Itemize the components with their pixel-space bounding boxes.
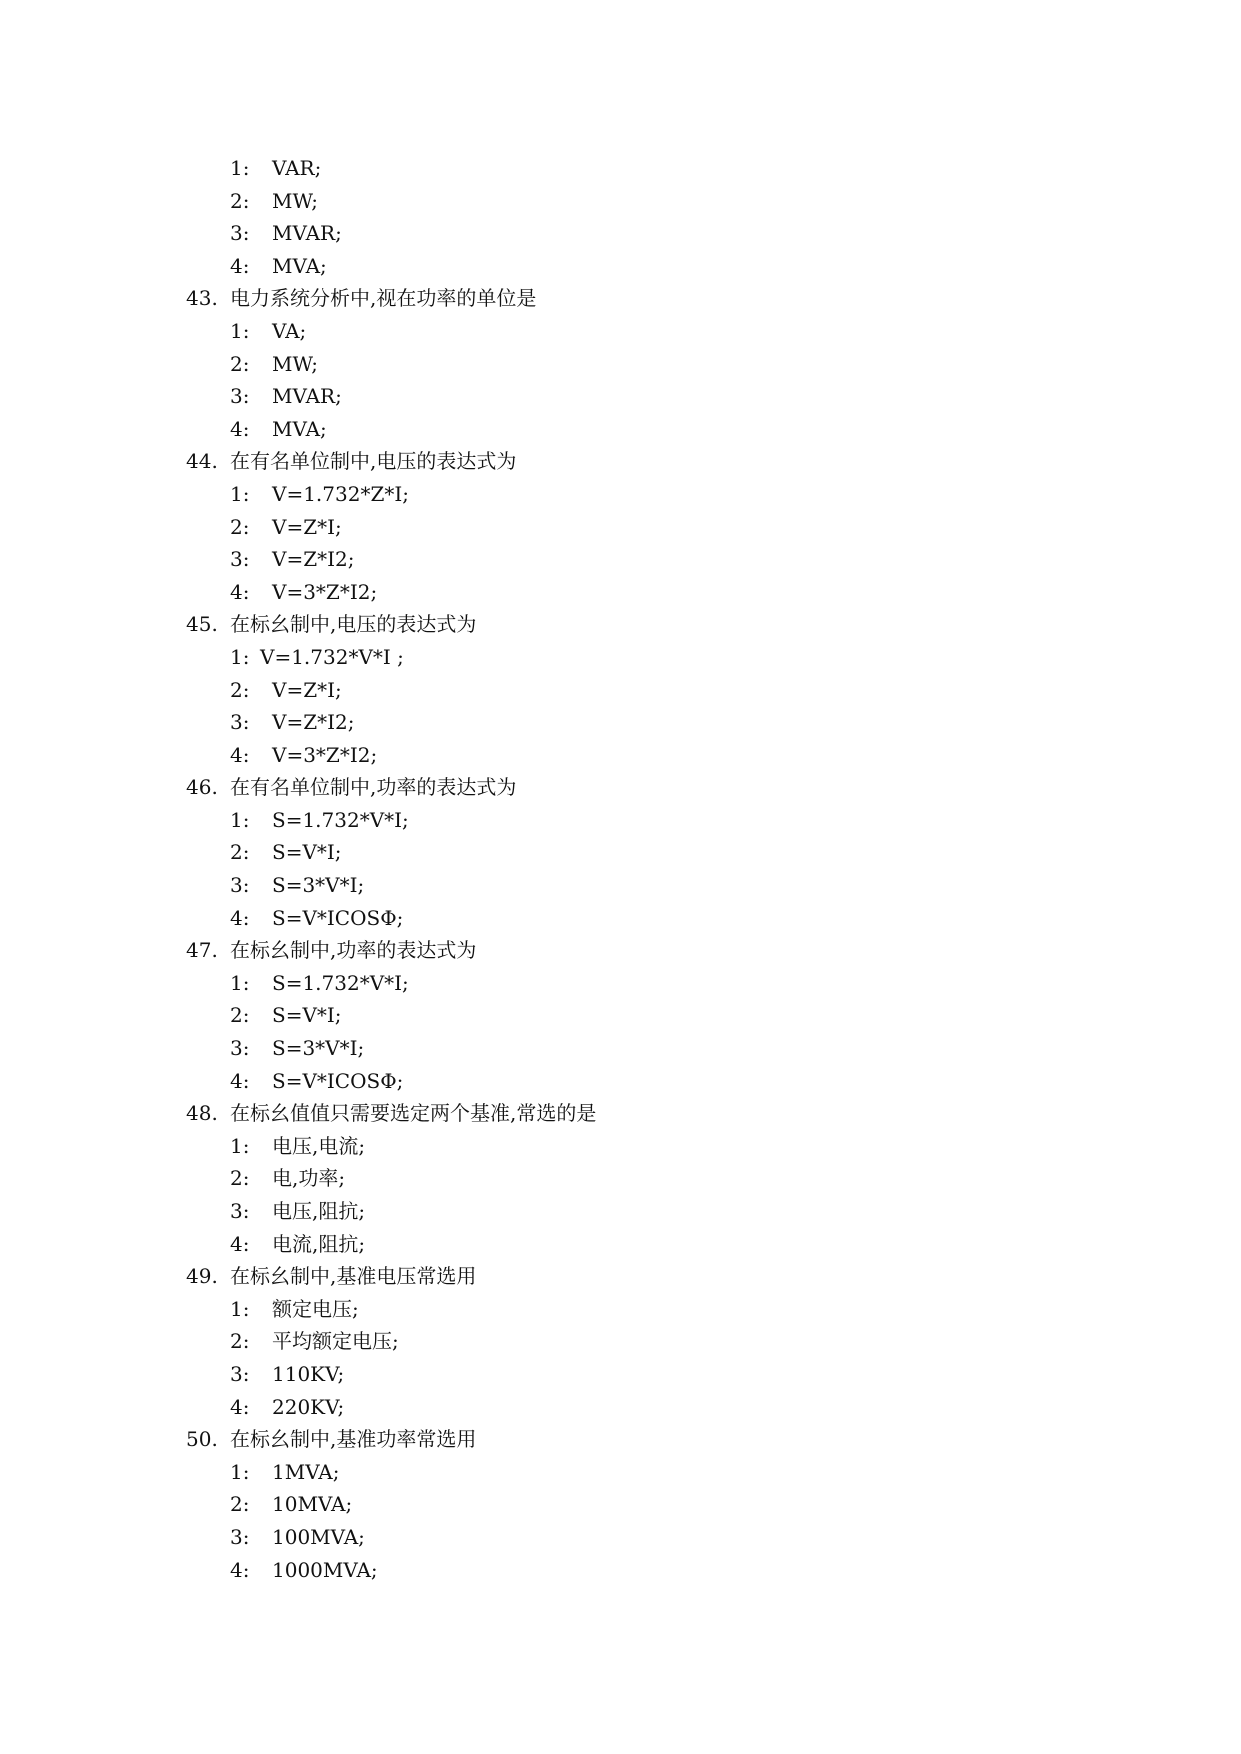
option-number: 4:: [230, 1068, 250, 1093]
option-item: [186, 902, 1086, 935]
option-item: [186, 674, 1086, 707]
option-number: 3:: [230, 1199, 250, 1223]
option-text: 220KV;: [272, 1394, 345, 1419]
option-number: 4:: [230, 416, 250, 441]
option-number: 1:: [230, 644, 250, 669]
option-number: 2:: [230, 1492, 250, 1517]
option-text: S=V*ICOSΦ;: [272, 905, 404, 930]
option-text: 110KV;: [272, 1361, 345, 1386]
question-heading: [186, 608, 1086, 641]
option-item: [186, 315, 1086, 348]
option-text: MVAR;: [272, 384, 342, 409]
option-item: [186, 1065, 1086, 1098]
option-number: 2:: [230, 1003, 250, 1028]
question-text: 电力系统分析中,视在功率的单位是: [230, 286, 537, 311]
option-item: [186, 1032, 1086, 1065]
option-item: [186, 348, 1086, 381]
question-number: 44.: [186, 449, 218, 474]
option-number: 2:: [230, 840, 250, 865]
option-item: [186, 999, 1086, 1032]
option-number: 4:: [230, 1394, 250, 1419]
option-text: V=Z*I2;: [272, 547, 355, 572]
option-text: VA;: [272, 318, 307, 343]
option-number: 4:: [230, 1557, 250, 1582]
option-number: 2:: [230, 1329, 250, 1354]
option-number: 3:: [230, 1361, 250, 1386]
option-item: [186, 217, 1086, 250]
question-heading: [186, 771, 1086, 804]
option-number: 4:: [230, 579, 250, 604]
option-text: 电压,电流;: [272, 1133, 366, 1158]
option-text: 10MVA;: [272, 1492, 353, 1517]
option-text: S=3*V*I;: [272, 1036, 365, 1061]
option-item: [186, 1488, 1086, 1521]
question-text: 在标幺制中,基准电压常选用: [230, 1264, 477, 1289]
option-number: 1:: [230, 1133, 250, 1158]
option-number: 1:: [230, 807, 250, 832]
option-number: 1:: [230, 156, 250, 180]
option-number: 3:: [230, 547, 250, 572]
option-item: [186, 1195, 1086, 1228]
option-item: [186, 1391, 1086, 1424]
option-item: [186, 706, 1086, 739]
option-number: 3:: [230, 1524, 250, 1549]
option-text: MVA;: [272, 253, 327, 278]
question-number: 45.: [186, 612, 218, 637]
option-number: 2:: [230, 351, 250, 376]
option-item: [186, 804, 1086, 837]
option-item: [186, 836, 1086, 869]
option-item: [186, 1358, 1086, 1391]
option-number: 3:: [230, 384, 250, 409]
question-text: 在有名单位制中,功率的表达式为: [230, 775, 517, 800]
option-item: [186, 185, 1086, 218]
option-text: V=Z*I2;: [272, 710, 355, 735]
option-number: 1:: [230, 970, 250, 995]
option-text: MW;: [272, 351, 319, 376]
option-number: 4:: [230, 742, 250, 767]
option-text: V=Z*I;: [272, 677, 342, 702]
option-number: 1:: [230, 1459, 250, 1484]
question-number: 48.: [186, 1101, 218, 1126]
question-number: 49.: [186, 1264, 218, 1289]
question-heading: [186, 445, 1086, 478]
option-item: [186, 1456, 1086, 1489]
option-text: VAR;: [272, 156, 322, 180]
option-text: S=3*V*I;: [272, 873, 365, 898]
option-text: V=3*Z*I2;: [272, 742, 378, 767]
question-heading: [186, 1097, 1086, 1130]
option-item: [186, 152, 1086, 185]
question-heading: [186, 1260, 1086, 1293]
question-heading: [186, 934, 1086, 967]
option-number: 3:: [230, 710, 250, 735]
option-item: [186, 1325, 1086, 1358]
option-item: [186, 250, 1086, 283]
question-number: 43.: [186, 286, 218, 311]
question-text: 在标幺制中,功率的表达式为: [230, 938, 477, 963]
question-number: 47.: [186, 938, 218, 963]
option-text: S=1.732*V*I;: [272, 807, 409, 832]
option-text: MW;: [272, 188, 319, 213]
question-list: [186, 152, 1086, 1586]
question-number: 50.: [186, 1427, 218, 1452]
option-text: S=V*I;: [272, 1003, 342, 1028]
option-text: 1MVA;: [272, 1459, 340, 1484]
question-text: 在标幺制中,电压的表达式为: [230, 612, 477, 637]
option-item: [186, 1521, 1086, 1554]
option-text: S=V*ICOSΦ;: [272, 1068, 404, 1093]
option-number: 2:: [230, 188, 250, 213]
option-text: V=Z*I;: [272, 514, 342, 539]
option-text: 100MVA;: [272, 1524, 365, 1549]
option-item: [186, 543, 1086, 576]
option-item: [186, 478, 1086, 511]
option-item: [186, 380, 1086, 413]
option-item: [186, 1554, 1086, 1587]
option-number: 2:: [230, 1166, 250, 1191]
question-text: 在标幺值值只需要选定两个基准,常选的是: [230, 1101, 597, 1126]
option-text: 电,功率;: [272, 1166, 346, 1191]
option-item: [186, 739, 1086, 772]
option-text: 平均额定电压;: [272, 1329, 399, 1354]
option-number: 3:: [230, 873, 250, 898]
option-text: MVA;: [272, 416, 327, 441]
option-text: 额定电压;: [272, 1296, 359, 1321]
option-text: 1000MVA;: [272, 1557, 378, 1582]
option-item: [186, 1162, 1086, 1195]
option-number: 1:: [230, 1296, 250, 1321]
option-number: 4:: [230, 1231, 250, 1256]
option-text: V=3*Z*I2;: [272, 579, 378, 604]
option-text: MVAR;: [272, 221, 342, 246]
option-text: 电流,阻抗;: [272, 1231, 366, 1256]
option-number: 3:: [230, 1036, 250, 1061]
question-number: 46.: [186, 775, 218, 800]
option-number: 1:: [230, 318, 250, 343]
option-item: [186, 967, 1086, 1000]
option-item: [186, 511, 1086, 544]
option-text: V=1.732*Z*I;: [272, 481, 409, 506]
option-item: [186, 641, 1086, 674]
question-text: 在标幺制中,基准功率常选用: [230, 1427, 477, 1452]
option-number: 1:: [230, 481, 250, 506]
option-number: 2:: [230, 677, 250, 702]
option-number: 4:: [230, 253, 250, 278]
option-number: 2:: [230, 514, 250, 539]
option-item: [186, 869, 1086, 902]
option-number: 4:: [230, 905, 250, 930]
question-heading: [186, 282, 1086, 315]
option-item: [186, 413, 1086, 446]
option-text: 电压,阻抗;: [272, 1199, 366, 1223]
option-item: [186, 1293, 1086, 1326]
option-item: [186, 1228, 1086, 1261]
option-text: S=1.732*V*I;: [272, 970, 409, 995]
option-number: 3:: [230, 221, 250, 246]
option-item: [186, 1130, 1086, 1163]
option-text: V=1.732*V*I ;: [260, 644, 404, 669]
option-item: [186, 576, 1086, 609]
question-text: 在有名单位制中,电压的表达式为: [230, 449, 517, 474]
option-text: S=V*I;: [272, 840, 342, 865]
question-heading: [186, 1423, 1086, 1456]
